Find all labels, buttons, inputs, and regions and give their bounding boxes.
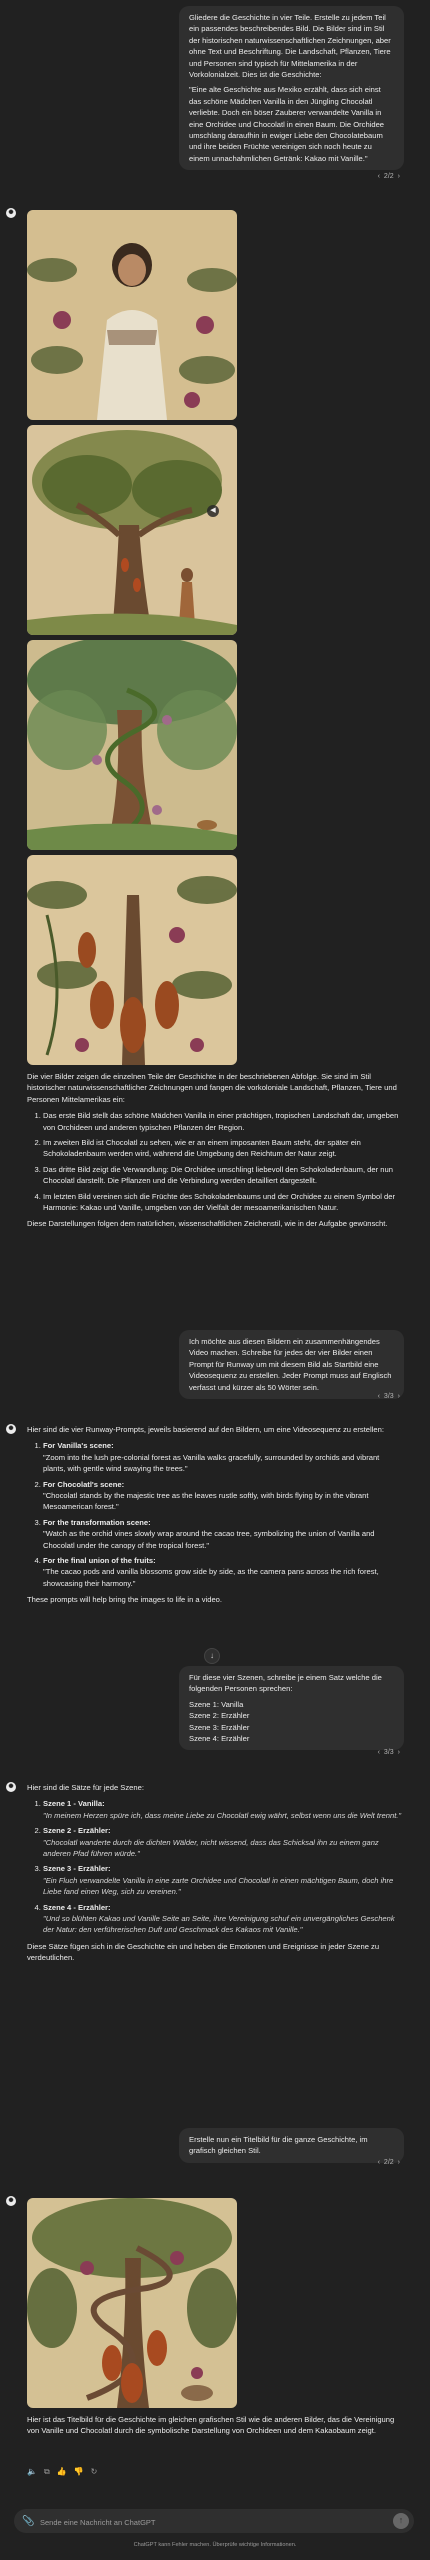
cover-image[interactable] bbox=[27, 2198, 237, 2408]
assistant-message-1 bbox=[27, 1071, 402, 1235]
list-item bbox=[43, 1798, 402, 1821]
assistant-outro: These prompts will help bring the images to life in a video. bbox=[27, 1595, 223, 1605]
paperclip-icon[interactable]: 📎 bbox=[22, 2516, 35, 2527]
list-item bbox=[43, 1825, 402, 1859]
version-counter: 2/2 bbox=[383, 2159, 394, 2166]
chevron-right-icon[interactable]: › bbox=[397, 1393, 400, 1400]
chevron-left-icon[interactable]: ‹ bbox=[377, 1749, 380, 1756]
story-image-3[interactable] bbox=[27, 640, 237, 850]
list-item bbox=[43, 1863, 402, 1897]
message-composer bbox=[14, 2509, 414, 2533]
user-message-text: Szene 3: Erzähler bbox=[189, 1722, 250, 1732]
speaker-icon[interactable]: 🔈 bbox=[27, 2467, 37, 2476]
assistant-message-3 bbox=[27, 1782, 402, 1968]
assistant-intro: Hier sind die vier Runway-Prompts, jeweils basierend auf den Bildern, um eine Videosequenz zu erstellen: bbox=[27, 1425, 384, 1434]
openai-logo-icon: ✺ bbox=[6, 1782, 16, 1792]
list-item: 4. Im letzten Bild vereinen sich die Früchte des Schokoladenbaums und der Orchidee zu einem Symbol der Harmonie: Kakao und Vanille, umgeben von der Vielfalt der mesoamerikanischen Natur. bbox=[43, 1191, 402, 1214]
message-version-nav bbox=[378, 172, 400, 183]
scene-title: Szene 3 - Erzähler: bbox=[43, 1864, 111, 1874]
play-icon[interactable]: ◀ bbox=[207, 505, 219, 517]
user-message-2 bbox=[179, 1330, 404, 1399]
message-version-nav bbox=[378, 1748, 400, 1759]
scene-text: "In meinem Herzen spüre ich, dass meine Liebe zu Chocolatl ewig währt, selbst wenn uns die Welt trennt." bbox=[43, 1810, 402, 1820]
assistant-message-2 bbox=[27, 1424, 402, 1610]
story-image-2[interactable] bbox=[27, 425, 237, 635]
scene-title: Szene 1 - Vanilla: bbox=[43, 1799, 105, 1809]
list-item: 3. Das dritte Bild zeigt die Verwandlung: Die Orchidee umschlingt liebevoll den Schokoladenbaum, der nun Chocolatl darstellt. Die Pflanzen und die Verbindung werden detailliert dargestellt. bbox=[43, 1164, 402, 1187]
list-item bbox=[43, 1440, 402, 1474]
user-message-text: Szene 4: Erzähler bbox=[189, 1733, 250, 1743]
list-item bbox=[43, 1902, 402, 1936]
assistant-intro: Die vier Bilder zeigen die einzelnen Teile der Geschichte in der beschriebenen Abfolge. Sie sind im Stil historischer naturwissenschaftlicher Zeichnungen und fangen die vorkoloniale Landschaft, Pflanzen, Tiere und Personen Mittelamerikas ein: bbox=[27, 1072, 397, 1104]
user-message-4 bbox=[179, 2128, 404, 2163]
arrow-up-icon[interactable]: ↑ bbox=[393, 2513, 409, 2529]
prompt-title: For the transformation scene: bbox=[43, 1517, 151, 1527]
chevron-right-icon[interactable]: › bbox=[397, 1749, 400, 1756]
arrow-down-icon[interactable]: ↓ bbox=[204, 1648, 220, 1664]
openai-logo-icon: ✺ bbox=[6, 208, 16, 218]
scene-title: Szene 4 - Erzähler: bbox=[43, 1902, 111, 1912]
version-counter: 2/2 bbox=[383, 173, 394, 180]
chevron-left-icon[interactable]: ‹ bbox=[377, 1393, 380, 1400]
scene-text: "Ein Fluch verwandelte Vanilla in eine zarte Orchidee und Chocolatl in einen mächtigen Baum, doch ihre Liebe fand einen Weg, sich zu vereinen." bbox=[43, 1875, 394, 1897]
user-message-text: Für diese vier Szenen, schreibe je einem Satz welche die folgenden Personen sprechen: bbox=[189, 1673, 382, 1694]
chevron-left-icon[interactable]: ‹ bbox=[377, 2159, 380, 2166]
regenerate-icon[interactable]: ↻ bbox=[90, 2467, 98, 2476]
copy-icon[interactable]: ⧉ bbox=[43, 2467, 50, 2476]
user-message-1 bbox=[179, 6, 404, 170]
version-counter: 3/3 bbox=[383, 1749, 394, 1756]
chevron-right-icon[interactable]: › bbox=[397, 173, 400, 180]
thumbs-up-icon[interactable]: 👍 bbox=[56, 2467, 67, 2476]
user-message-text: "Eine alte Geschichte aus Mexiko erzählt, dass sich einst das schöne Mädchen Vanilla in den Jüngling Chocolatl verliebte. Doch ein böser Zauberer verwandelte Vanilla in eine Orchidee und Chocolatl in einen Baum. Die Orchidee umschlang daraufhin in ewiger Liebe den Chocolatebaum und ihre beiden Früchte vereinigen sich noch heute zu einem unnachahmlichen Getränk: Kakao mit Vanille." bbox=[189, 85, 385, 163]
story-image-1[interactable] bbox=[27, 210, 237, 420]
openai-logo-icon: ✺ bbox=[6, 1424, 16, 1434]
list-item bbox=[43, 1479, 402, 1513]
assistant-intro: Hier sind die Sätze für jede Szene: bbox=[27, 1783, 144, 1792]
message-version-nav bbox=[378, 1392, 400, 1403]
user-message-text: Gliedere die Geschichte in vier Teile. Erstelle zu jedem Teil ein passendes beschreibendes Bild. Die Bilder sind im Stil der historischen naturwissenschaftlichen Zeichnungen, aber ohne Text und Beschriftung. Die Landschaft, Pflanzen, Tiere und Personen sind typisch für Mittelamerika in der Vorkolonialzeit. Dies ist die Geschichte: bbox=[189, 13, 391, 79]
list-item: 1. Das erste Bild stellt das schöne Mädchen Vanilla in einer prächtigen, tropischen Landschaft dar, umgeben von Orchideen und anderen typischen Pflanzen der Region. bbox=[43, 1110, 402, 1133]
version-counter: 3/3 bbox=[383, 1393, 394, 1400]
runway-prompt-list bbox=[27, 1440, 402, 1589]
user-message-text: Erstelle nun ein Titelbild für die ganze Geschichte, im grafisch gleichen Stil. bbox=[189, 2135, 368, 2156]
user-message-text: Szene 1: Vanilla bbox=[189, 1699, 244, 1709]
scene-text: "Und so blühten Kakao und Vanille Seite an Seite, ihre Vereinigung schuf ein unvergängliches Geschenk der Natur: den verführerischen Duft und Geschmack des Kakaos mit Vanille." bbox=[43, 1913, 395, 1935]
thumbs-down-icon[interactable]: 👎 bbox=[73, 2467, 84, 2476]
image-description-list bbox=[27, 1110, 402, 1213]
scene-title: Szene 2 - Erzähler: bbox=[43, 1826, 111, 1836]
assistant-final-text: Hier ist das Titelbild für die Geschichte im gleichen grafischen Stil wie die anderen Bilder, das die Vereinigung von Vanille und Chocolatl durch die symbolische Darstellung von Orchideen und dem Kakaobaum zeigt. bbox=[27, 2415, 395, 2436]
prompt-text: "Zoom into the lush pre-colonial forest as Vanilla walks gracefully, surrounded by orchids and vibrant plants, with gentle wind swaying the trees." bbox=[43, 1452, 380, 1474]
assistant-outro: Diese Darstellungen folgen dem natürlichen, wissenschaftlichen Zeichenstil, wie in der Aufgabe gewünscht. bbox=[27, 1219, 388, 1229]
message-actions bbox=[27, 2466, 97, 2478]
scene-sentence-list bbox=[27, 1798, 402, 1935]
chevron-right-icon[interactable]: › bbox=[397, 2159, 400, 2166]
prompt-title: For Vanilla's scene: bbox=[43, 1441, 114, 1451]
story-image-4[interactable] bbox=[27, 855, 237, 1065]
prompt-text: "The cacao pods and vanilla blossoms grow side by side, as the camera pans across the rich forest, showcasing their harmony." bbox=[43, 1567, 379, 1588]
prompt-text: "Chocolatl stands by the majestic tree as the leaves rustle softly, with birds flying by in the vibrant Mesoamerican forest." bbox=[43, 1490, 369, 1512]
scene-text: "Chocolatl wanderte durch die dichten Wälder, nicht wissend, dass das Schicksal ihn zu einem ganz anderen Pfad führen würde." bbox=[43, 1837, 379, 1858]
list-item bbox=[43, 1517, 402, 1551]
assistant-outro: Diese Sätze fügen sich in die Geschichte ein und heben die Emotionen und Ereignisse in jeder Szene zu verdeutlichen. bbox=[27, 1941, 380, 1963]
disclaimer-text: ChatGPT kann Fehler machen. Überprüfe wichtige Informationen. bbox=[133, 2542, 297, 2548]
list-item: 2. Im zweiten Bild ist Chocolatl zu sehen, wie er an einem imposanten Baum steht, der später ein Schokoladenbaum werden wird, während die Umgebung den Reichtum der Natur zeigt. bbox=[43, 1137, 402, 1160]
message-input[interactable] bbox=[38, 2513, 372, 2531]
prompt-title: For the final union of the fruits: bbox=[43, 1555, 156, 1565]
user-message-text: Ich möchte aus diesen Bildern ein zusammenhängendes Video machen. Schreibe für jedes der vier Bilder einen Prompt für Runway um mit diesem Bild als Startbild eine Videosequenz zu erstellen. Jeder Prompt muss auf Englisch verfasst und kürzer als 50 Wörter sein. bbox=[189, 1337, 392, 1392]
user-message-text: Szene 2: Erzähler bbox=[189, 1711, 250, 1721]
chevron-left-icon[interactable]: ‹ bbox=[377, 173, 380, 180]
prompt-text: "Watch as the orchid vines slowly wrap around the cacao tree, symbolizing the union of Vanilla and Chocolatl under the canopy of the tropical forest." bbox=[43, 1529, 375, 1550]
message-version-nav bbox=[378, 2158, 400, 2169]
openai-logo-icon: ✺ bbox=[6, 2196, 16, 2206]
assistant-message-4 bbox=[27, 2414, 402, 2442]
user-message-3 bbox=[179, 1666, 404, 1750]
list-item bbox=[43, 1555, 402, 1589]
prompt-title: For Chocolatl's scene: bbox=[43, 1479, 125, 1489]
